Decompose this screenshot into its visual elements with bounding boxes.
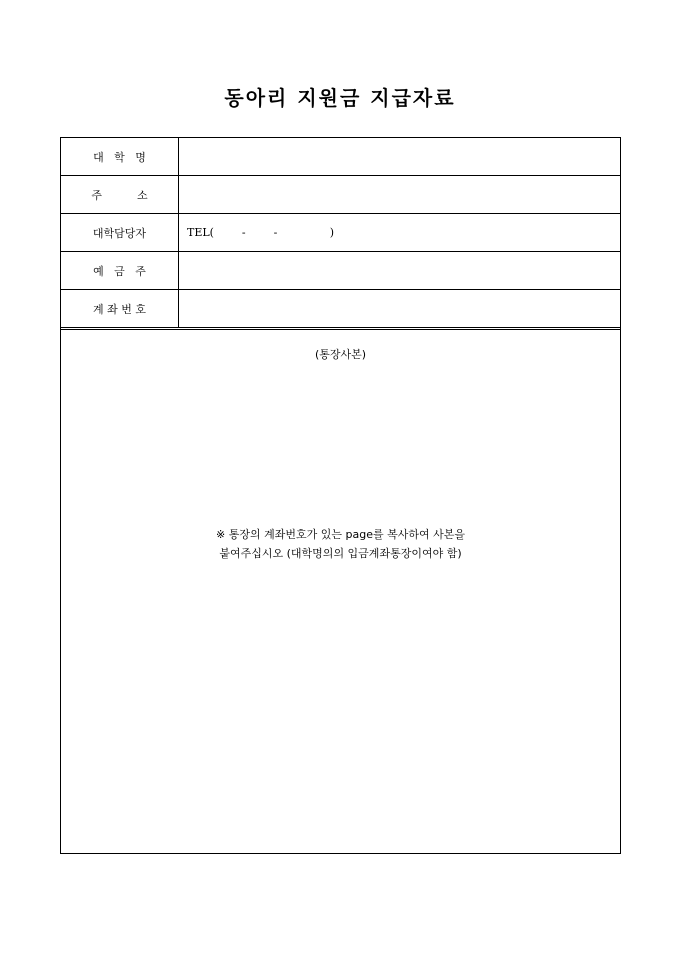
form-row-contact <box>61 214 620 252</box>
label-address: 주 소 <box>61 176 179 213</box>
page-title: 동아리 지원금 지급자료 <box>224 86 456 110</box>
field-university-name[interactable] <box>179 138 620 175</box>
form-row-account-number <box>61 290 620 330</box>
form-row-account-holder <box>61 252 620 290</box>
label-account-holder: 예 금 주 <box>61 252 179 289</box>
form-row-university <box>61 138 620 176</box>
note-line-2: 붙여주십시오 (대학명의의 입금계좌통장이여야 함) <box>219 547 462 560</box>
field-contact-tel[interactable]: TEL( - - ) <box>187 226 335 239</box>
bankbook-copy-note <box>61 525 620 563</box>
bankbook-copy-area <box>61 330 620 853</box>
field-account-number[interactable] <box>179 290 620 327</box>
label-account-number: 계 좌 번 호 <box>61 290 179 327</box>
bankbook-copy-caption: (통장사본) <box>314 348 367 361</box>
field-address[interactable] <box>179 176 620 213</box>
note-line-1: ※ 통장의 계좌번호가 있는 page를 복사하여 사본을 <box>216 528 465 541</box>
field-account-holder[interactable] <box>179 252 620 289</box>
label-contact-person: 대학담당자 <box>61 214 179 251</box>
form-table <box>60 137 621 854</box>
form-row-address <box>61 176 620 214</box>
label-university-name: 대 학 명 <box>61 138 179 175</box>
